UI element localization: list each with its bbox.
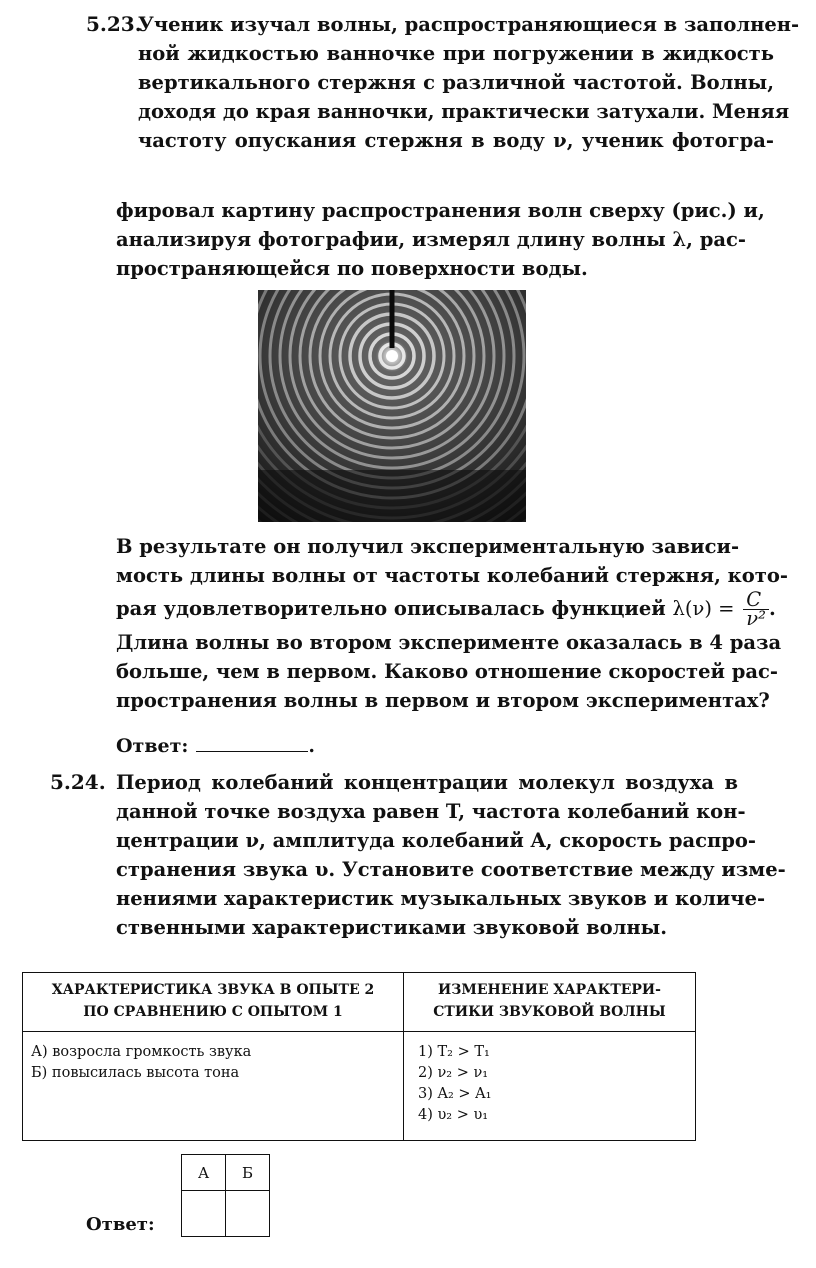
header-line: ХАРАКТЕРИСТИКА ЗВУКА В ОПЫТЕ 2: [51, 982, 375, 998]
table-header-left: [23, 973, 404, 1032]
table-row: [23, 1032, 696, 1141]
table-header-row: [23, 973, 696, 1032]
header-line: ПО СРАВНЕНИЮ С ОПЫТОМ 1: [83, 1004, 343, 1020]
text-line: нениями характеристик музыкальных звуков и количе-: [116, 887, 766, 910]
text-line: В результате он получил экспериментальную зависи-: [116, 535, 740, 558]
text-line: больше, чем в первом. Каково отношение скоростей рас-: [116, 660, 778, 683]
formula-suffix: .: [768, 597, 776, 620]
answer-cell-b[interactable]: [226, 1191, 270, 1237]
answer-cell-a[interactable]: [182, 1191, 226, 1237]
text-line: странения звука υ. Установите соответствие между изме-: [116, 858, 786, 881]
answer-grid-header: [182, 1155, 270, 1191]
answer-blank[interactable]: [196, 733, 308, 752]
list-item: 1) T₂ > T₁: [418, 1044, 490, 1060]
text-line: ной жидкостью ванночке при погружении в жидкость: [138, 42, 774, 65]
formula-line: [116, 588, 776, 630]
text-line: Период колебаний концентрации молекул воздуха в: [116, 771, 738, 794]
text-line: мость длины волны от частоты колебаний стержня, кото-: [116, 564, 788, 587]
problem-523-answer: [116, 732, 315, 760]
problem-524-text: [116, 768, 786, 942]
header-line: ИЗМЕНЕНИЕ ХАРАКТЕРИ-: [438, 982, 661, 998]
table-cell-left: [23, 1032, 404, 1141]
list-item: 2) ν₂ > ν₁: [418, 1065, 489, 1081]
problem-523-text-mid: [116, 196, 765, 283]
text-line: фировал картину распространения волн сверху (рис.) и,: [116, 199, 765, 222]
text-line: анализируя фотографии, измерял длину волны λ, рас-: [116, 228, 746, 251]
answer-suffix: .: [308, 735, 316, 757]
formula-lhs: λ(ν) =: [672, 597, 735, 620]
text-line: частоту опускания стержня в воду ν, ученик фотогра-: [138, 129, 774, 152]
text-line: ственными характеристиками звуковой волны.: [116, 916, 668, 939]
problem-524-answer-label: Ответ:: [86, 1214, 155, 1235]
text-line: данной точке воздуха равен T, частота колебаний кон-: [116, 800, 746, 823]
problem-523-text-top: [138, 10, 800, 155]
text-line: Ученик изучал волны, распространяющиеся в заполнен-: [138, 13, 800, 36]
text-line: доходя до края ванночки, практически затухали. Меняя: [138, 100, 790, 123]
formula-numerator: C: [743, 591, 769, 610]
problem-524-number: 5.24.: [50, 770, 106, 794]
problem-523-number: 5.23.: [86, 12, 142, 36]
list-item: 4) υ₂ > υ₁: [418, 1107, 489, 1123]
answer-grid-header-a: А: [182, 1155, 226, 1191]
list-item: 3) A₂ > A₁: [418, 1086, 492, 1102]
header-line: СТИКИ ЗВУКОВОЙ ВОЛНЫ: [433, 1004, 666, 1020]
answer-grid-header-b: Б: [226, 1155, 270, 1191]
text-line: пространения волны в первом и втором экспериментах?: [116, 689, 770, 712]
list-item: Б) повысилась высота тона: [31, 1065, 240, 1081]
matching-table: [22, 972, 696, 1141]
text-line: вертикального стержня с различной частотой. Волны,: [138, 71, 774, 94]
text-line: центрации ν, амплитуда колебаний A, скорость распро-: [116, 829, 757, 852]
answer-grid: [181, 1154, 270, 1237]
text-line: Длина волны во втором эксперименте оказалась в 4 раза: [116, 631, 782, 654]
text-line: пространяющейся по поверхности воды.: [116, 257, 588, 280]
answer-label: Ответ:: [116, 735, 189, 757]
ripple-tank-photo-icon: [258, 290, 526, 522]
formula-fraction: [743, 588, 769, 630]
formula-prefix: рая удовлетворительно описывалась функцией: [116, 597, 666, 620]
problem-523-text-bottom: [116, 532, 788, 715]
table-cell-right: [404, 1032, 696, 1141]
ripple-tank-photo: [258, 290, 526, 522]
list-item: А) возросла громкость звука: [31, 1044, 252, 1060]
formula-denominator: ν²: [746, 607, 766, 630]
table-header-right: [404, 973, 696, 1032]
answer-grid-row: [182, 1191, 270, 1237]
